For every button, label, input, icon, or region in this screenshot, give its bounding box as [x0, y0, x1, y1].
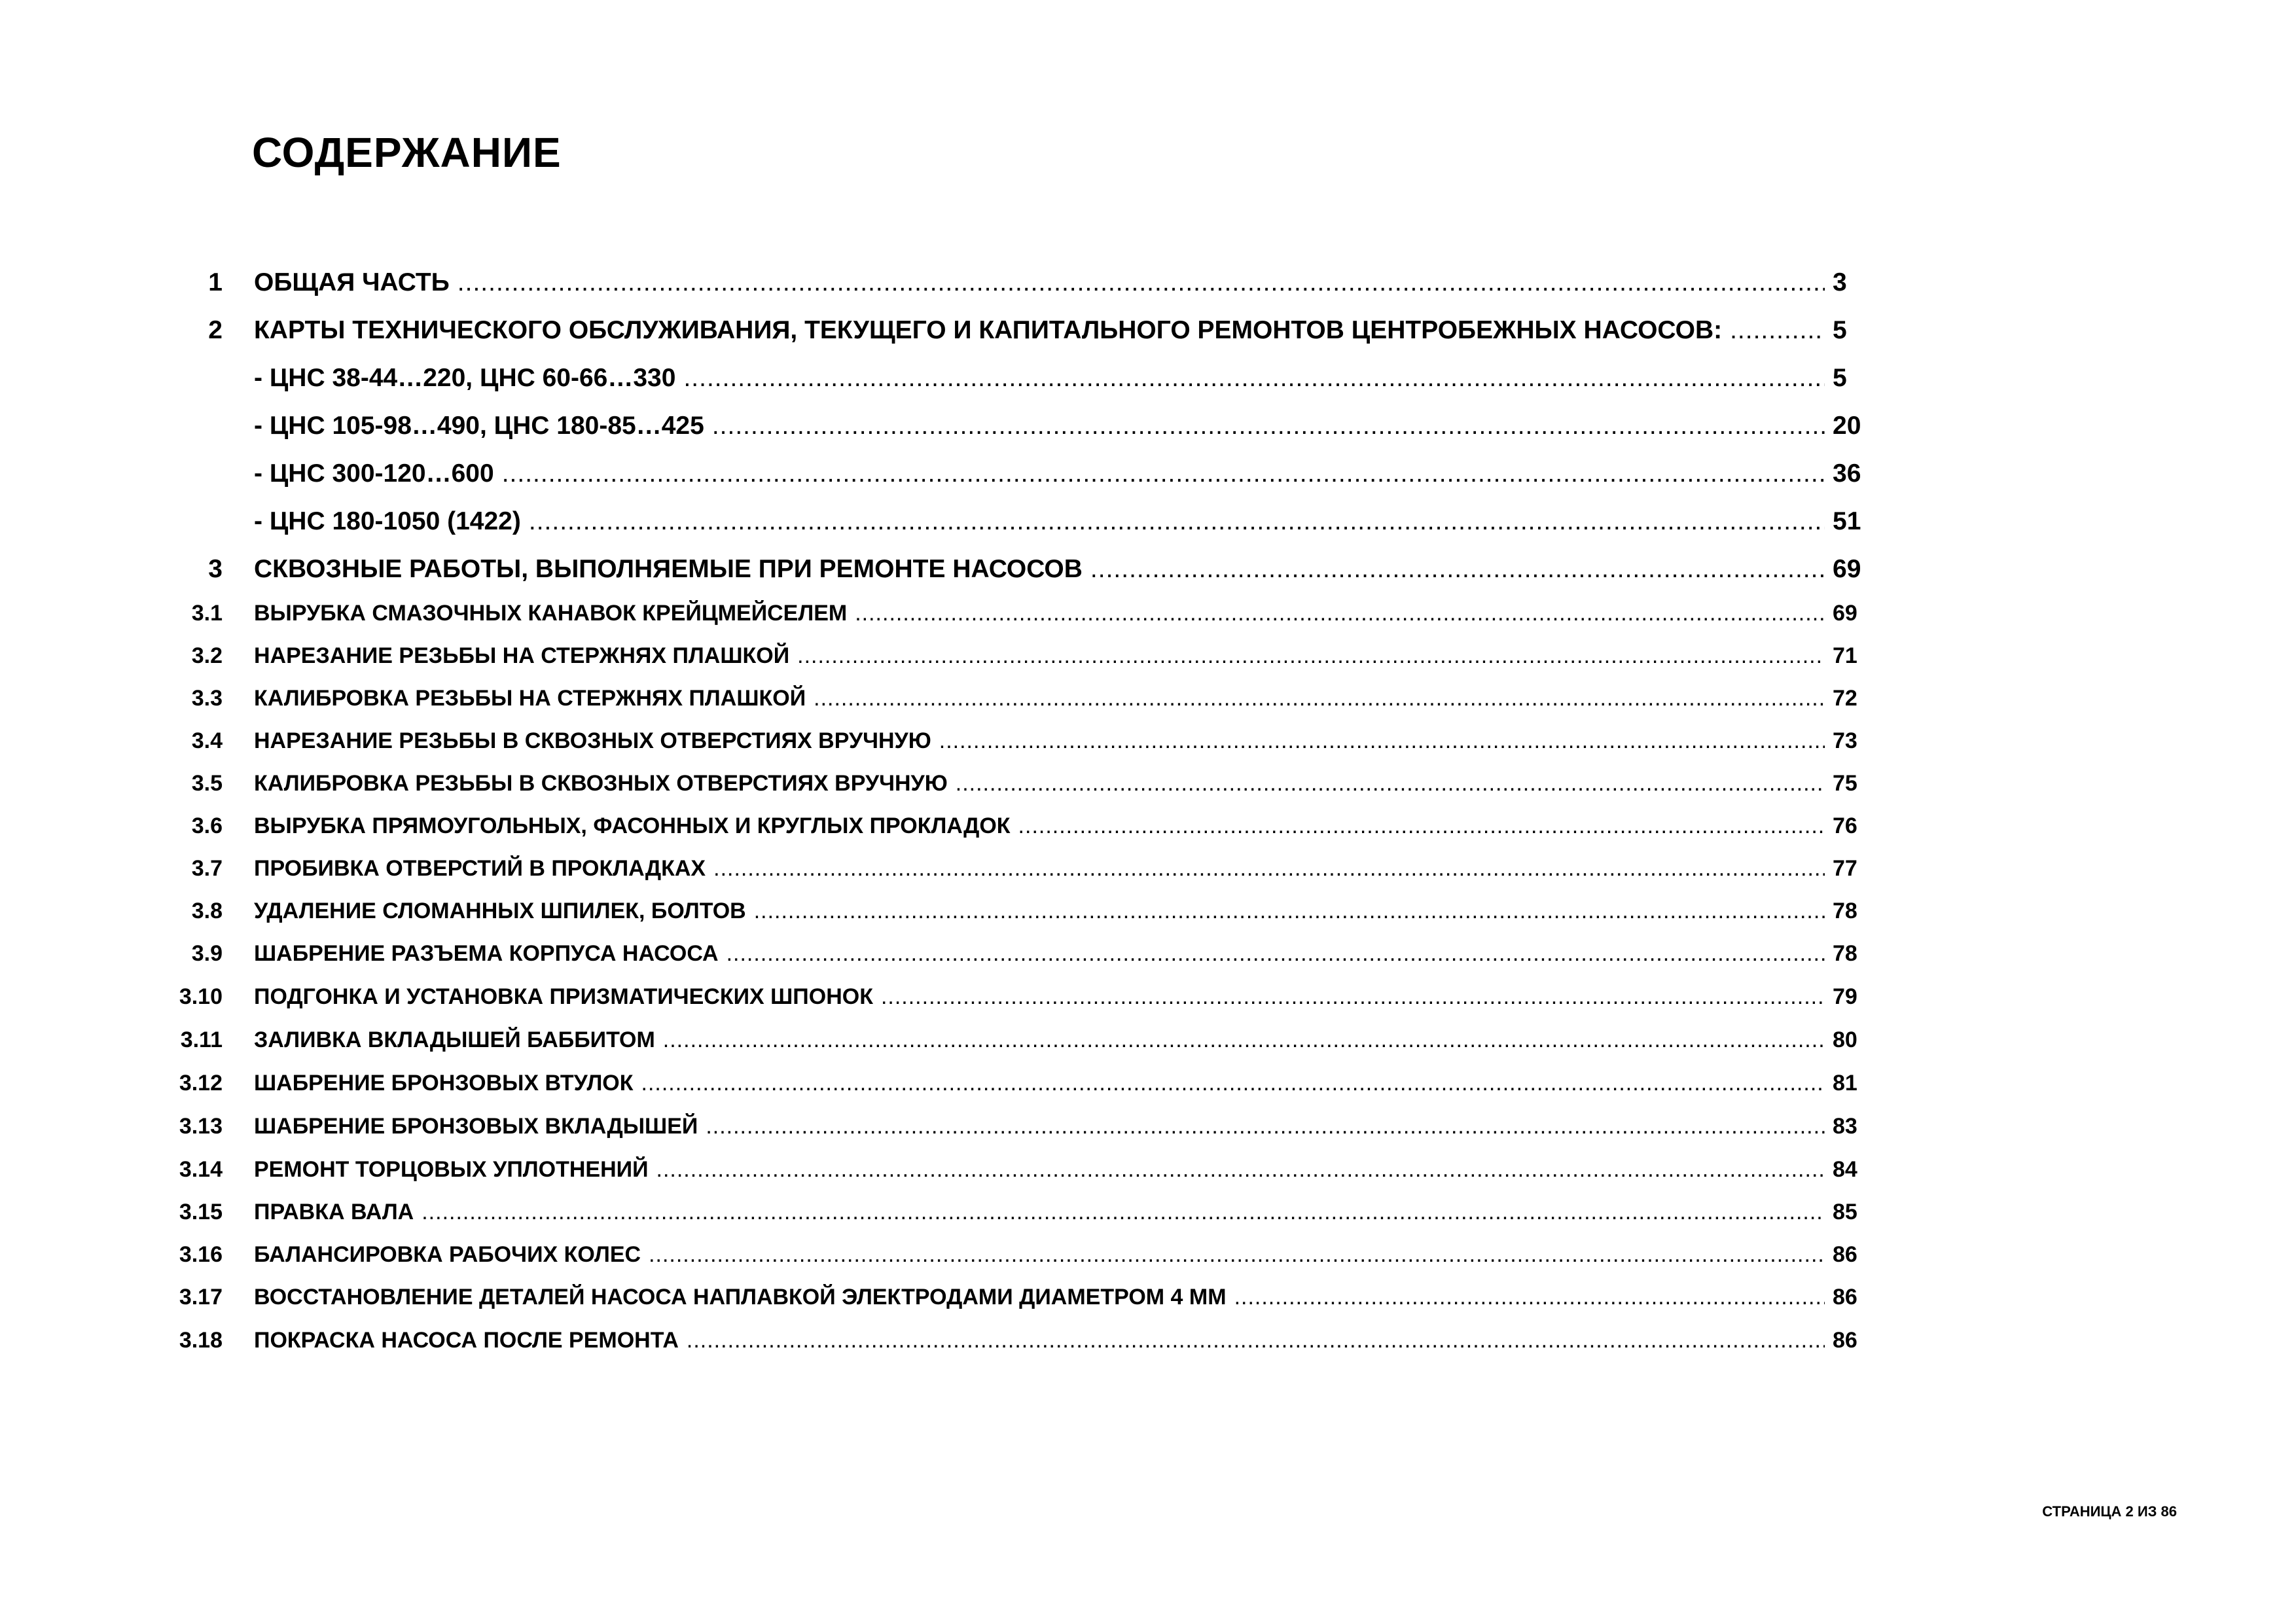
toc-entry-number: 3.9: [191, 941, 223, 966]
toc-dot-leader: [881, 984, 1825, 1010]
toc-entry-title: ЗАЛИВКА ВКЛАДЫШЕЙ БАББИТОМ: [254, 1027, 655, 1052]
toc-entry-page: 76: [1833, 813, 1857, 838]
toc-entry-number: 3.15: [179, 1200, 223, 1224]
toc-entry[interactable]: [157, 1114, 1872, 1139]
toc-dot-leader: [855, 601, 1825, 626]
toc-entry-title: ШАБРЕНИЕ БРОНЗОВЫХ ВКЛАДЫШЕЙ: [254, 1114, 698, 1139]
toc-entry-title: - ЦНС 38-44…220, ЦНС 60-66…330: [254, 364, 676, 392]
toc-entry-number: 3.18: [179, 1328, 223, 1353]
toc-entry-title: РЕМОНТ ТОРЦОВЫХ УПЛОТНЕНИЙ: [254, 1157, 649, 1182]
toc-entry-title: НАРЕЗАНИЕ РЕЗЬБЫ НА СТЕРЖНЯХ ПЛАШКОЙ: [254, 643, 790, 668]
toc-entry[interactable]: [157, 316, 1872, 345]
toc-entry-title: ВЫРУБКА СМАЗОЧНЫХ КАНАВОК КРЕЙЦМЕЙСЕЛЕМ: [254, 601, 848, 626]
toc-entry[interactable]: [157, 268, 1872, 297]
toc-entry-title: - ЦНС 180-1050 (1422): [254, 507, 521, 535]
toc-entry-number: 3: [208, 555, 223, 583]
toc-dot-leader: [529, 507, 1825, 536]
toc-entry-page: 77: [1833, 856, 1857, 881]
toc-entry-page: 51: [1833, 507, 1861, 535]
toc-entry-title: ОБЩАЯ ЧАСТЬ: [254, 268, 450, 296]
toc-entry-page: 85: [1833, 1200, 1857, 1224]
toc-entry[interactable]: [157, 507, 1872, 536]
toc-dot-leader: [754, 899, 1825, 924]
toc-dot-leader: [712, 412, 1825, 440]
toc-entry-number: 3.7: [191, 856, 223, 881]
toc-entry[interactable]: [157, 728, 1872, 754]
toc-entry-page: 71: [1833, 643, 1857, 668]
toc-dot-leader: [956, 771, 1825, 796]
toc-entry[interactable]: [157, 1242, 1872, 1268]
toc-entry[interactable]: [157, 941, 1872, 967]
toc-dot-leader: [649, 1242, 1825, 1268]
toc-entry-number: 3.2: [191, 643, 223, 668]
toc-entry-title: ВЫРУБКА ПРЯМОУГОЛЬНЫХ, ФАСОННЫХ И КРУГЛЫХ ПРОКЛАДОК: [254, 813, 1011, 838]
toc-entry[interactable]: [157, 1328, 1872, 1353]
toc-entry[interactable]: [157, 555, 1872, 584]
toc-entry-number: 3.12: [179, 1071, 223, 1096]
toc-entry[interactable]: [157, 686, 1872, 711]
toc-entry-title: ПОДГОНКА И УСТАНОВКА ПРИЗМАТИЧЕСКИХ ШПОНОК: [254, 984, 873, 1009]
toc-dot-leader: [797, 643, 1825, 669]
toc-entry-title: БАЛАНСИРОВКА РАБОЧИХ КОЛЕС: [254, 1242, 641, 1267]
toc-entry[interactable]: [157, 1200, 1872, 1225]
toc-entry[interactable]: [157, 984, 1872, 1010]
toc-entry[interactable]: [157, 601, 1872, 626]
toc-entry-number: 3.11: [180, 1027, 223, 1052]
toc-entry-page: 69: [1833, 555, 1861, 583]
toc-entry-number: 3.16: [179, 1242, 223, 1267]
toc-entry-number: 3.8: [191, 899, 223, 923]
toc-entry[interactable]: [157, 771, 1872, 796]
toc-entry-page: 78: [1833, 941, 1857, 966]
toc-entry-page: 5: [1833, 316, 1847, 344]
toc-dot-leader: [656, 1157, 1825, 1183]
toc-dot-leader: [713, 856, 1825, 882]
toc-dot-leader: [422, 1200, 1825, 1225]
toc-entry[interactable]: [157, 643, 1872, 669]
toc-dot-leader: [1090, 555, 1825, 584]
toc-dot-leader: [726, 941, 1825, 967]
toc-entry-page: 80: [1833, 1027, 1857, 1052]
toc-dot-leader: [706, 1114, 1825, 1139]
toc-entry-page: 5: [1833, 364, 1847, 392]
toc-entry-page: 36: [1833, 459, 1861, 488]
toc-entry-number: 3.3: [191, 686, 223, 711]
toc-entry-title: ШАБРЕНИЕ РАЗЪЕМА КОРПУСА НАСОСА: [254, 941, 719, 966]
page-title: СОДЕРЖАНИЕ: [252, 129, 562, 176]
toc-entry-page: 69: [1833, 601, 1857, 626]
toc-dot-leader: [687, 1328, 1825, 1353]
toc-entry-number: 3.6: [191, 813, 223, 838]
toc-dot-leader: [1234, 1285, 1825, 1310]
toc-entry-number: 3.4: [191, 728, 223, 753]
toc-entry-number: 3.1: [191, 601, 223, 626]
toc-entry-title: ШАБРЕНИЕ БРОНЗОВЫХ ВТУЛОК: [254, 1071, 634, 1096]
toc-dot-leader: [1018, 813, 1825, 839]
toc-entry-title: ПОКРАСКА НАСОСА ПОСЛЕ РЕМОНТА: [254, 1328, 679, 1353]
toc-entry-page: 81: [1833, 1071, 1857, 1096]
toc-entry-title: - ЦНС 300-120…600: [254, 459, 494, 488]
toc-entry-title: ПРАВКА ВАЛА: [254, 1200, 414, 1224]
toc-entry[interactable]: [157, 412, 1872, 440]
toc-entry-number: 3.10: [179, 984, 223, 1009]
toc-entry[interactable]: [157, 459, 1872, 488]
toc-entry-title: ПРОБИВКА ОТВЕРСТИЙ В ПРОКЛАДКАХ: [254, 856, 706, 881]
toc-entry-page: 84: [1833, 1157, 1857, 1182]
toc-entry-number: 1: [208, 268, 223, 296]
toc-entry-title: КАЛИБРОВКА РЕЗЬБЫ В СКВОЗНЫХ ОТВЕРСТИЯХ ВРУЧНУЮ: [254, 771, 948, 796]
toc-entry-number: 3.14: [179, 1157, 223, 1182]
toc-entry-page: 75: [1833, 771, 1857, 796]
toc-entry-page: 79: [1833, 984, 1857, 1009]
toc-entry-title: ВОССТАНОВЛЕНИЕ ДЕТАЛЕЙ НАСОСА НАПЛАВКОЙ ЭЛЕКТРОДАМИ ДИАМЕТРОМ 4 ММ: [254, 1285, 1227, 1310]
toc-entry-page: 83: [1833, 1114, 1857, 1139]
toc-entry[interactable]: [157, 856, 1872, 882]
toc-entry[interactable]: [157, 813, 1872, 839]
toc-entry-title: КАРТЫ ТЕХНИЧЕСКОГО ОБСЛУЖИВАНИЯ, ТЕКУЩЕГО И КАПИТАЛЬНОГО РЕМОНТОВ ЦЕНТРОБЕЖНЫХ НАСОСОВ:: [254, 316, 1723, 344]
toc-dot-leader: [814, 686, 1825, 711]
toc-dot-leader: [1730, 316, 1825, 345]
toc-entry-title: УДАЛЕНИЕ СЛОМАННЫХ ШПИЛЕК, БОЛТОВ: [254, 899, 746, 923]
toc-entry-title: КАЛИБРОВКА РЕЗЬБЫ НА СТЕРЖНЯХ ПЛАШКОЙ: [254, 686, 806, 711]
toc-entry-number: 2: [208, 316, 223, 344]
toc-dot-leader: [663, 1027, 1825, 1053]
toc-dot-leader: [683, 364, 1825, 393]
toc-dot-leader: [502, 459, 1825, 488]
toc-entry-page: 86: [1833, 1242, 1857, 1267]
toc-dot-leader: [457, 268, 1825, 297]
toc-entry-page: 86: [1833, 1328, 1857, 1353]
toc-entry-title: СКВОЗНЫЕ РАБОТЫ, ВЫПОЛНЯЕМЫЕ ПРИ РЕМОНТЕ НАСОСОВ: [254, 555, 1083, 583]
toc-entry-page: 78: [1833, 899, 1857, 923]
toc-entry-number: 3.13: [179, 1114, 223, 1139]
toc-entry-title: НАРЕЗАНИЕ РЕЗЬБЫ В СКВОЗНЫХ ОТВЕРСТИЯХ ВРУЧНУЮ: [254, 728, 931, 753]
page-footer: СТРАНИЦА 2 ИЗ 86: [2042, 1503, 2177, 1520]
toc-entry-page: 72: [1833, 686, 1857, 711]
toc-entry-number: 3.17: [179, 1285, 223, 1310]
toc-entry-number: 3.5: [191, 771, 223, 796]
toc-entry[interactable]: [157, 1157, 1872, 1183]
toc-dot-leader: [641, 1071, 1825, 1096]
toc-entry-title: - ЦНС 105-98…490, ЦНС 180-85…425: [254, 412, 704, 440]
toc-entry[interactable]: [157, 1027, 1872, 1053]
toc-dot-leader: [939, 728, 1825, 754]
toc-entry[interactable]: [157, 1285, 1872, 1310]
toc-entry-page: 73: [1833, 728, 1857, 753]
toc-entry-page: 3: [1833, 268, 1847, 296]
toc-entry[interactable]: [157, 364, 1872, 393]
toc-entry[interactable]: [157, 899, 1872, 924]
toc-entry-page: 86: [1833, 1285, 1857, 1310]
toc-entry[interactable]: [157, 1071, 1872, 1096]
toc-entry-page: 20: [1833, 412, 1861, 440]
